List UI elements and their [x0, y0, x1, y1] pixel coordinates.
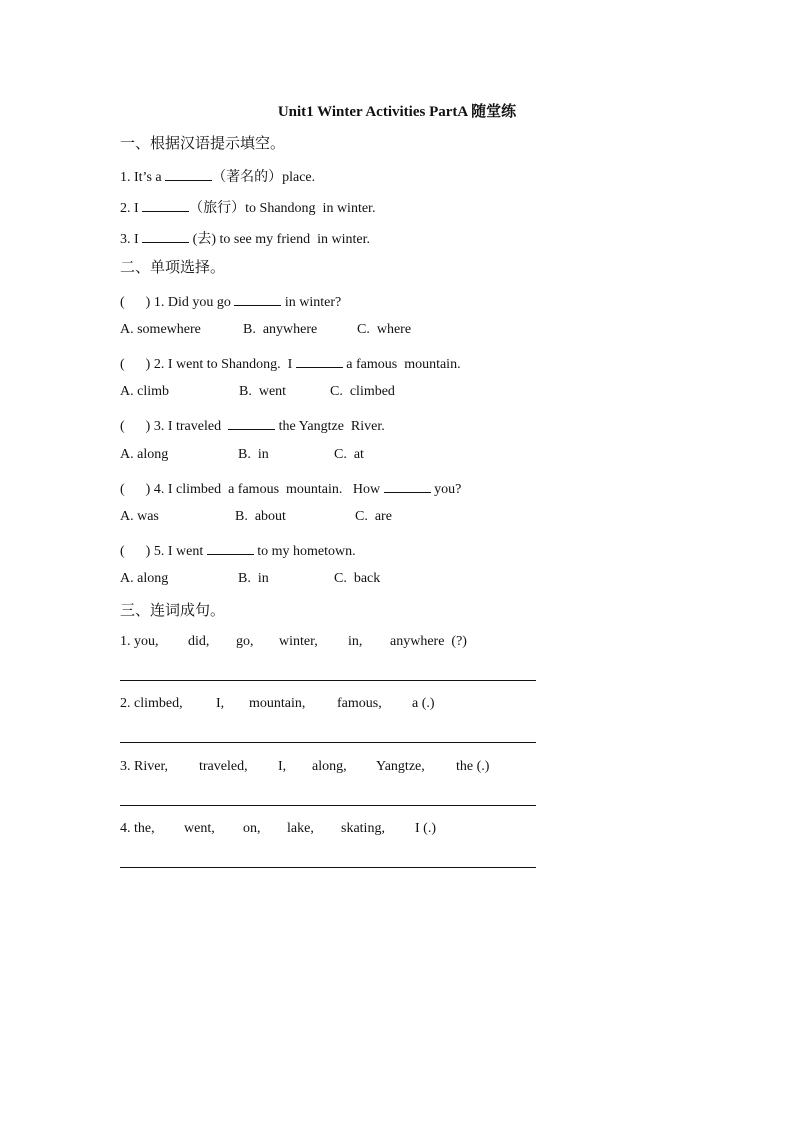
question-text: the Yangtze River. [275, 419, 385, 434]
option-b: B. in [238, 447, 269, 462]
option-c: C. are [355, 509, 392, 524]
word: Yangtze, [376, 759, 425, 774]
fill-item-text: 2. I [120, 201, 143, 216]
word: 1. you, [120, 634, 159, 649]
section1-heading: 一、根据汉语提示填空。 [120, 136, 286, 152]
mc-question-1 [120, 291, 341, 313]
fill-blank[interactable] [142, 228, 189, 243]
word: traveled, [199, 759, 248, 774]
mc-question-3 [120, 415, 385, 437]
option-a: A. somewhere [120, 322, 201, 337]
question-text: 1. Did you go [150, 295, 235, 310]
option-c: C. at [334, 447, 364, 462]
fill-blank[interactable] [142, 197, 189, 212]
answer-paren[interactable]: ( ) [120, 295, 151, 310]
fill-item-1 [120, 166, 315, 188]
fill-item-text: 3. I [120, 232, 143, 247]
question-text: 3. I traveled [150, 419, 229, 434]
word: go, [236, 634, 254, 649]
word: mountain, [249, 696, 306, 711]
option-b: B. anywhere [243, 322, 318, 337]
word: in, [348, 634, 363, 649]
word: the (.) [456, 759, 490, 774]
word: on, [243, 821, 261, 836]
fill-item-2 [120, 197, 375, 219]
word: I (.) [415, 821, 436, 836]
fill-blank [228, 415, 275, 430]
answer-paren[interactable]: ( ) [120, 544, 151, 559]
word: 4. the, [120, 821, 155, 836]
answer-paren[interactable]: ( ) [120, 419, 151, 434]
mc-question-5 [120, 540, 356, 562]
fill-blank [234, 291, 281, 306]
option-c: C. climbed [330, 384, 395, 399]
option-b: B. went [239, 384, 287, 399]
word: 2. climbed, [120, 696, 183, 711]
answer-line[interactable] [120, 680, 536, 681]
question-text: to my hometown. [253, 544, 356, 559]
fill-blank [207, 540, 254, 555]
fill-item-text: (去) to see my friend in winter. [189, 232, 370, 247]
mc-question-4 [120, 478, 461, 500]
word: along, [312, 759, 347, 774]
mc-question-2 [120, 353, 461, 375]
question-text: in winter? [281, 295, 342, 310]
fill-blank[interactable] [165, 166, 212, 181]
fill-item-text: （著名的）place. [212, 170, 316, 185]
word: 3. River, [120, 759, 169, 774]
fill-blank [384, 478, 431, 493]
question-text: 4. I climbed a famous mountain. How [150, 482, 384, 497]
answer-line[interactable] [120, 742, 536, 743]
option-a: A. climb [120, 384, 169, 399]
option-a: A. along [120, 571, 169, 586]
word: winter, [279, 634, 318, 649]
question-text: you? [430, 482, 462, 497]
word: anywhere (?) [390, 634, 467, 649]
option-a: A. was [120, 509, 159, 524]
fill-item-text: （旅行）to Shandong in winter. [189, 201, 376, 216]
fill-item-text: 1. It’s a [120, 170, 166, 185]
option-c: C. back [334, 571, 381, 586]
word: lake, [287, 821, 314, 836]
fill-item-3 [120, 228, 370, 250]
word: I, [216, 696, 225, 711]
page-title: Unit1 Winter Activities PartA 随堂练 [277, 104, 517, 120]
answer-paren[interactable]: ( ) [120, 357, 151, 372]
option-b: B. in [238, 571, 269, 586]
option-a: A. along [120, 447, 169, 462]
question-text: a famous mountain. [342, 357, 461, 372]
fill-blank [296, 353, 343, 368]
word: did, [188, 634, 210, 649]
word: I, [278, 759, 287, 774]
question-text: 2. I went to Shandong. I [150, 357, 296, 372]
section3-heading: 三、连词成句。 [120, 603, 226, 619]
answer-line[interactable] [120, 805, 536, 806]
option-b: B. about [235, 509, 286, 524]
answer-line[interactable] [120, 867, 536, 868]
word: went, [184, 821, 215, 836]
question-text: 5. I went [150, 544, 207, 559]
word: a (.) [412, 696, 435, 711]
option-c: C. where [357, 322, 412, 337]
word: famous, [337, 696, 382, 711]
section2-heading: 二、单项选择。 [120, 260, 226, 276]
word: skating, [341, 821, 385, 836]
answer-paren[interactable]: ( ) [120, 482, 151, 497]
